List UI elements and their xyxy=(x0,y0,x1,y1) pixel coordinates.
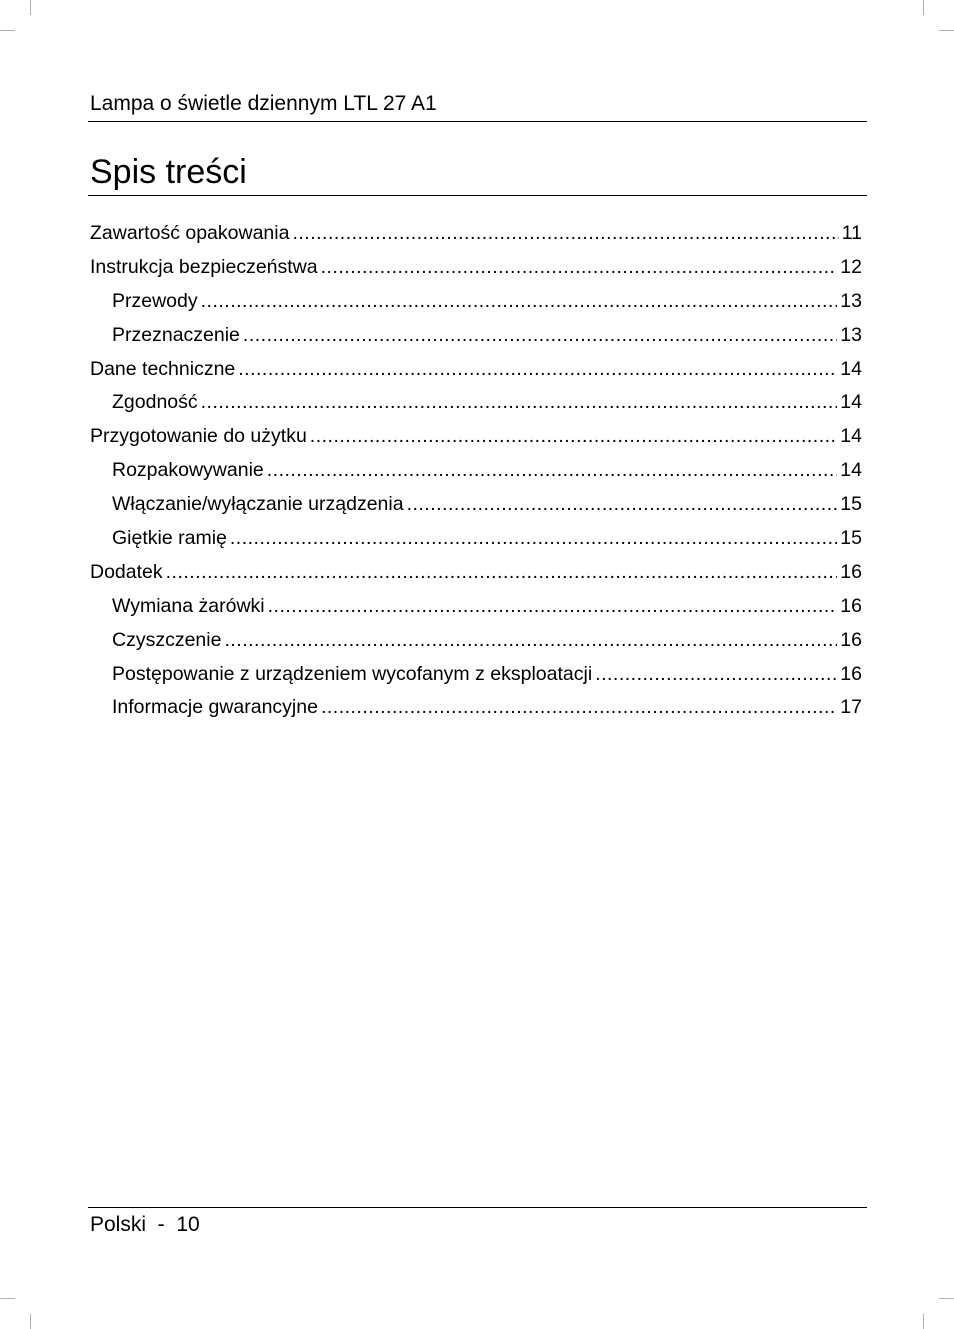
toc-entry-page-number: 15 xyxy=(840,527,862,550)
toc-dot-leader xyxy=(268,592,838,620)
toc-dot-leader xyxy=(201,287,838,315)
toc-entry[interactable] xyxy=(90,693,862,727)
toc-dot-leader xyxy=(267,456,838,484)
toc-entry-page-number: 14 xyxy=(840,425,862,448)
toc-dot-leader xyxy=(321,253,838,281)
toc-dot-leader xyxy=(292,219,838,247)
toc-entry[interactable] xyxy=(90,253,862,287)
toc-entry-page-number: 16 xyxy=(840,594,862,617)
toc-entry-page-number: 13 xyxy=(840,323,862,346)
toc-dot-leader xyxy=(310,422,838,450)
toc-entry-page-number: 14 xyxy=(840,357,862,380)
document-header-title: Lampa o świetle dziennym LTL 27 A1 xyxy=(90,92,437,115)
crop-mark xyxy=(939,1298,954,1299)
toc-entry[interactable] xyxy=(90,592,862,626)
toc-entry-label: Dane techniczne xyxy=(90,357,236,380)
toc-entry-page-number: 12 xyxy=(840,255,862,278)
toc-entry-page-number: 16 xyxy=(840,662,862,685)
page-title: Spis treści xyxy=(90,153,247,191)
toc-entry-label: Postępowanie z urządzeniem wycofanym z eksploatacji xyxy=(112,662,593,685)
toc-entry-page-number: 16 xyxy=(840,560,862,583)
toc-entry[interactable] xyxy=(90,660,862,694)
toc-entry-label: Zawartość opakowania xyxy=(90,222,290,244)
toc-entry-label: Przygotowanie do użytku xyxy=(90,425,307,448)
toc-entry-label: Zgodność xyxy=(112,391,198,414)
header-rule xyxy=(88,121,867,122)
toc-entry-page-number: 17 xyxy=(840,696,862,719)
toc-entry-label: Dodatek xyxy=(90,560,163,583)
toc-entry[interactable] xyxy=(90,219,862,253)
crop-mark xyxy=(939,30,954,31)
page-footer: Polski - 10 xyxy=(90,1213,200,1236)
crop-mark xyxy=(923,0,924,15)
toc-entry[interactable] xyxy=(90,287,862,321)
crop-mark xyxy=(923,1314,924,1329)
toc-entry[interactable] xyxy=(90,626,862,660)
toc-entry[interactable] xyxy=(90,524,862,558)
toc-dot-leader xyxy=(230,524,837,552)
footer-rule xyxy=(88,1207,867,1208)
toc-entry[interactable] xyxy=(90,422,862,456)
toc-entry-label: Rozpakowywanie xyxy=(112,459,264,482)
toc-dot-leader xyxy=(201,388,838,416)
toc-entry-label: Giętkie ramię xyxy=(112,527,227,550)
toc-entry[interactable] xyxy=(90,355,862,389)
toc-entry-page-number: 13 xyxy=(840,289,862,312)
toc-entry-label: Przeznaczenie xyxy=(112,323,240,346)
toc-dot-leader xyxy=(243,321,837,349)
toc-dot-leader xyxy=(166,558,838,586)
toc-entry-label: Włączanie/wyłączanie urządzenia xyxy=(112,493,404,516)
toc-dot-leader xyxy=(238,355,837,383)
toc-dot-leader xyxy=(595,660,837,688)
crop-mark xyxy=(30,0,31,15)
toc-entry[interactable] xyxy=(90,321,862,355)
toc-entry[interactable] xyxy=(90,558,862,592)
crop-mark xyxy=(0,30,15,31)
crop-mark xyxy=(30,1314,31,1329)
title-rule xyxy=(88,195,867,196)
toc-entry-label: Instrukcja bezpieczeństwa xyxy=(90,255,318,278)
toc-entry-label: Czyszczenie xyxy=(112,628,222,651)
toc-entry-label: Wymiana żarówki xyxy=(112,594,265,617)
toc-entry[interactable] xyxy=(90,388,862,422)
toc-dot-leader xyxy=(321,693,837,721)
toc-entry-page-number: 15 xyxy=(840,493,862,516)
crop-mark xyxy=(0,1298,15,1299)
toc-entry-page-number: 14 xyxy=(840,391,862,414)
table-of-contents xyxy=(90,219,862,727)
toc-entry-page-number: 14 xyxy=(840,459,862,482)
toc-entry-label: Przewody xyxy=(112,289,198,312)
toc-entry-label: Informacje gwarancyjne xyxy=(112,696,318,719)
toc-entry-page-number: 16 xyxy=(840,628,862,651)
toc-entry[interactable] xyxy=(90,490,862,524)
toc-dot-leader xyxy=(224,626,837,654)
toc-entry[interactable] xyxy=(90,456,862,490)
toc-dot-leader xyxy=(407,490,838,518)
toc-entry-page-number: 11 xyxy=(841,222,862,244)
